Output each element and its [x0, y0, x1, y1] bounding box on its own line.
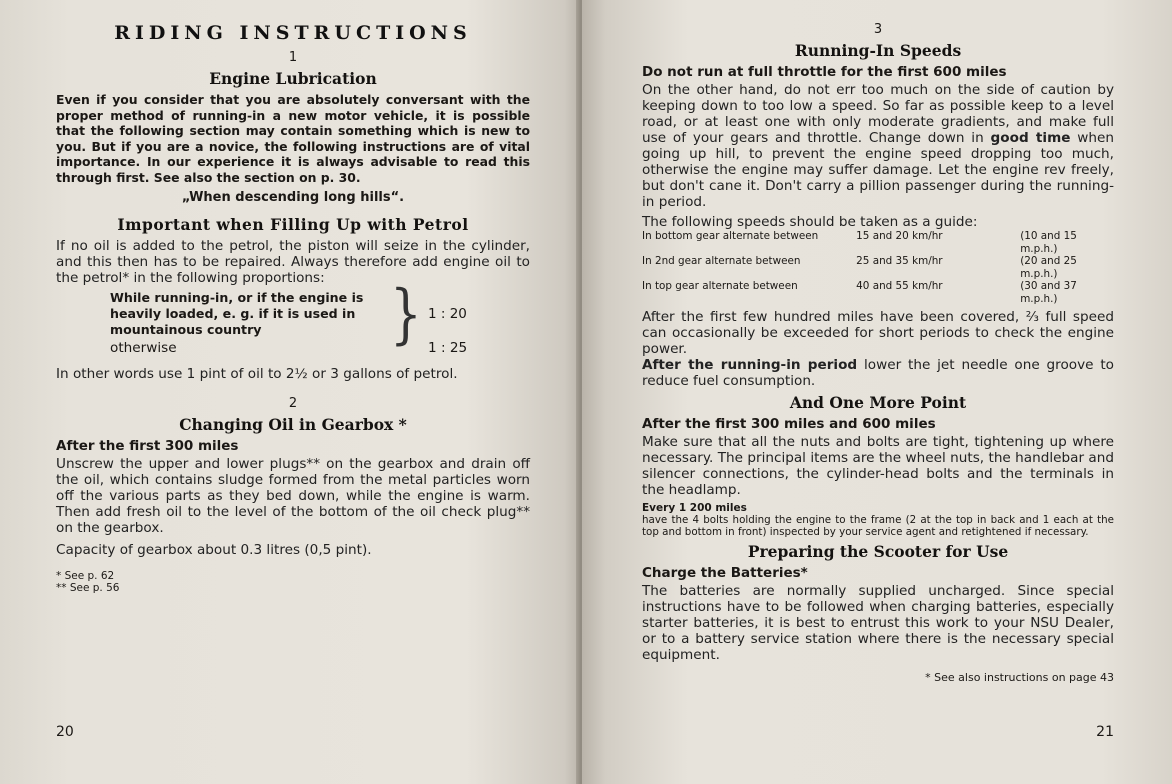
speed-mph: (20 and 25 m.p.h.) — [1020, 255, 1077, 280]
one-more-point-subhead: After the first 300 miles and 600 miles — [642, 416, 936, 432]
speed-row — [642, 230, 1114, 255]
preparing-heading: Preparing the Scooter for Use — [747, 542, 1009, 561]
petrol-other-words: In other words use 1 pint of oil to 2½ or 3 gallons of petrol. — [56, 366, 458, 382]
one-more-point-heading: And One More Point — [789, 393, 967, 412]
footnote-1: * See p. 62 — [56, 570, 115, 582]
petrol-text: If no oil is added to the petrol, the piston will seize in the cylinder, and this then has to be repaired. Always therefore add engine oil to the petrol* in the following proportions: — [56, 238, 530, 286]
section-1-number: 1 — [288, 50, 298, 65]
left-page — [0, 0, 582, 784]
speed-gear: In 2nd gear alternate between — [642, 255, 801, 267]
section-3-text-b: when going up hill, to prevent the engine speed dropping too much, otherwise the engine may suffer damage. Let the engine rev freely, but don't cane it. Don't carry a pillion passenger during the running-in period. — [642, 130, 1114, 210]
ratio-value-heavy: 1 : 20 — [428, 306, 467, 322]
section-3-heading: Running-In Speeds — [794, 41, 962, 60]
ratio-row-otherwise — [110, 340, 530, 356]
speed-row — [642, 255, 1114, 280]
speed-gear: In top gear alternate between — [642, 280, 798, 292]
after-covered-text: After the first few hundred miles have been covered, ⅔ full speed can occasionally be exceeded for short periods to check the engine power. — [642, 309, 1114, 357]
speeds-table — [642, 230, 1114, 305]
footnote-2: ** See p. 56 — [56, 582, 120, 594]
preparing-text: The batteries are normally supplied uncharged. Since special instructions have to be followed when charging batteries, especially starter batteries, it is best to entrust this work to your NSU Dealer, or to a battery service station where there is the necessary special equipment. — [642, 583, 1114, 663]
section-3-text-a: On the other hand, do not err too much on the side of caution by keeping down to too low a speed. So far as possible keep to a level road, or at least one with only moderate gradients, and make full use of your gears and throttle. Change down in — [642, 82, 1114, 146]
speed-kmh: 25 and 35 km/hr — [856, 255, 943, 267]
speeds-intro: The following speeds should be taken as a guide: — [642, 214, 978, 230]
speed-row — [642, 280, 1114, 305]
section-1-reference: „When descending long hills“. — [181, 190, 405, 205]
brace-symbol: } — [390, 276, 422, 352]
section-2-subhead: After the first 300 miles — [56, 438, 239, 454]
speed-mph: (10 and 15 m.p.h.) — [1020, 230, 1077, 255]
ratio-otherwise-label: otherwise — [110, 340, 177, 356]
section-1-heading: Engine Lubrication — [209, 69, 377, 88]
page-number-left: 20 — [56, 724, 74, 740]
section-3-subhead: Do not run at full throttle for the first 600 miles — [642, 64, 1007, 80]
footnotes — [56, 570, 530, 594]
after-running-rest: lower the jet needle one groove to reduce fuel consumption. — [642, 357, 1114, 389]
ratio-condition: While running-in, or if the engine is heavily loaded, e. g. if it is used in mountainous country — [110, 290, 364, 337]
section-2-number: 2 — [288, 396, 298, 411]
gearbox-capacity: Capacity of gearbox about 0.3 litres (0,5 pint). — [56, 542, 372, 558]
speed-kmh: 40 and 55 km/hr — [856, 280, 943, 292]
section-3-text — [642, 82, 1114, 210]
speed-kmh: 15 and 20 km/hr — [856, 230, 943, 242]
preparing-subhead: Charge the Batteries* — [642, 565, 808, 581]
page-title: RIDING INSTRUCTIONS — [114, 22, 472, 44]
speed-mph: (30 and 37 m.p.h.) — [1020, 280, 1077, 305]
right-page — [582, 0, 1172, 784]
every-1200-text: have the 4 bolts holding the engine to the frame (2 at the top in back and 1 each at the top and bottom in front) inspected by your service agent and retightened if necessary. — [642, 514, 1114, 538]
speed-gear: In bottom gear alternate between — [642, 230, 819, 242]
ratio-value-otherwise: 1 : 25 — [428, 340, 468, 356]
section-3-text-bold: good time — [990, 130, 1071, 146]
section-1-intro: Even if you consider that you are absolutely conversant with the proper method of running-in a new motor vehicle, it is possible that the following section may contain something which is new to you. But if you are a novice, the following instructions are of vital importance. In our experience it is always advisable to read this through first. See also the section on p. 30. — [56, 92, 530, 185]
section-3-number: 3 — [873, 22, 883, 37]
every-1200-label: Every 1 200 miles — [642, 502, 747, 514]
after-running-bold: After the running-in period — [642, 357, 858, 373]
page-number-right: 21 — [1096, 724, 1114, 740]
petrol-heading: Important when Filling Up with Petrol — [117, 215, 469, 234]
one-more-point-text: Make sure that all the nuts and bolts are tight, tightening up where necessary. The principal items are the wheel nuts, the handlebar and silencer connections, the cylinder-head bolts and the terminals in the headlamp. — [642, 434, 1114, 498]
footnote-right: * See also instructions on page 43 — [925, 671, 1114, 684]
section-2-text: Unscrew the upper and lower plugs** on the gearbox and drain off the oil, which contains sludge formed from the metal particles worn off the various parts as they bed down, while the engine is warm. Then add fresh oil to the level of the bottom of the oil check plug** on the gearbox. — [56, 456, 530, 536]
section-2-heading: Changing Oil in Gearbox * — [179, 415, 407, 434]
after-running-text — [642, 357, 1114, 389]
